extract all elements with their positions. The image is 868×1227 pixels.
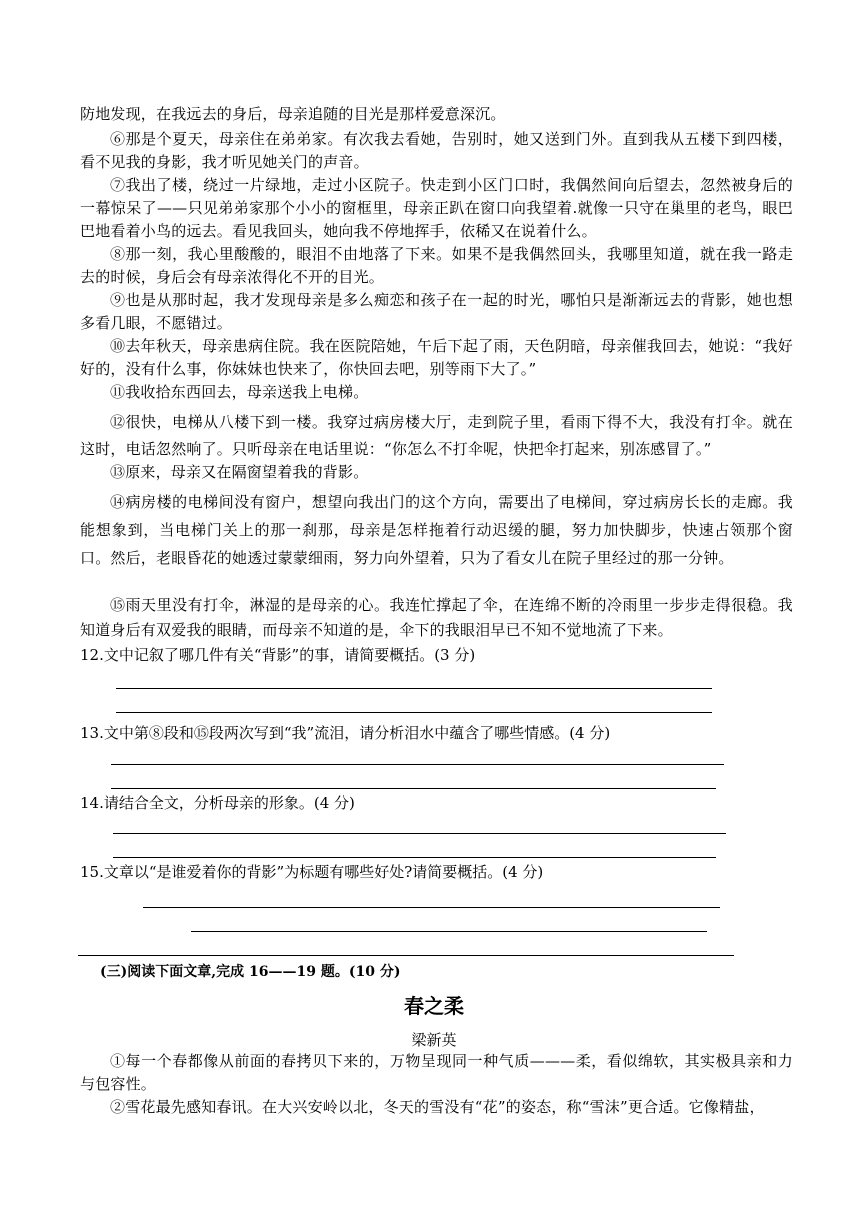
answer-line[interactable] <box>111 764 724 765</box>
article-paragraph-2: ②雪花最先感知春讯。在大兴安岭以北，冬天的雪没有“花”的姿态，称“雪沫”更合适。它像精盐， <box>110 1098 765 1116</box>
passage-paragraph-12: ⑫很快，电梯从八楼下到一楼。我穿过病房楼大厅，走到院子里，看雨下得不大，我没有打伞。就在这时，电话忽然响了。只听母亲在电话里说：“你怎么不打伞呢，快把伞打起来，别冻感冒了。” <box>80 413 793 458</box>
passage-paragraph-10: ⑩去年秋天，母亲患病住院。我在医院陪她，午后下起了雨，天色阴暗，母亲催我回去，她说：“我好好的，没有什么事，你妹妹也快来了，你快回去吧，别等雨下大了。” <box>80 337 793 378</box>
answer-line[interactable] <box>113 833 726 834</box>
article-author: 梁新英 <box>411 1031 457 1049</box>
article-title: 春之柔 <box>404 994 464 1018</box>
answer-line[interactable] <box>111 788 716 789</box>
answer-line[interactable] <box>143 907 720 908</box>
question-14: 14.请结合全文，分析母亲的形象。(4 分) <box>80 794 355 812</box>
section-3-heading: (三)阅读下面文章,完成 16——19 题。(10 分) <box>100 964 401 980</box>
section-divider <box>78 955 734 956</box>
answer-line[interactable] <box>116 712 712 713</box>
answer-line[interactable] <box>191 931 707 932</box>
answer-line[interactable] <box>113 857 716 858</box>
passage-paragraph-8: ⑧那一刻，我心里酸酸的，眼泪不由地落了下来。如果不是我偶然回头，我哪里知道，就在我一路走去的时候，身后会有母亲浓得化不开的目光。 <box>80 245 793 286</box>
question-13: 13.文中第⑧段和⑮段两次写到“我”流泪，请分析泪水中蕴含了哪些情感。(4 分) <box>80 724 611 742</box>
article-paragraph-1: ①每一个春都像从前面的春拷贝下来的，万物呈现同一种气质———柔，看似绵软，其实极具亲和力与包容性。 <box>80 1052 793 1093</box>
question-15: 15.文章以“是谁爱着你的背影”为标题有哪些好处?请简要概括。(4 分) <box>80 863 544 881</box>
passage-paragraph-13: ⑬原来，母亲又在隔窗望着我的背影。 <box>110 463 369 481</box>
passage-paragraph-6: ⑥那是个夏天，母亲住在弟弟家。有次我去看她，告别时，她又送到门外。直到我从五楼下到四楼，看不见我的身影，我才听见她关门的声音。 <box>80 130 793 171</box>
passage-paragraph-15: ⑮雨天里没有打伞，淋湿的是母亲的心。我连忙撑起了伞，在连绵不断的冷雨里一步步走得很稳。我知道身后有双爱我的眼睛，而母亲不知道的是，伞下的我眼泪早已不知不觉地流了下来。 <box>80 596 793 639</box>
question-12: 12.文中记叙了哪几件有关“背影”的事，请简要概括。(3 分) <box>80 646 476 664</box>
passage-paragraph-continued: 防地发现，在我远去的身后，母亲追随的目光是那样爱意深沉。 <box>80 105 506 123</box>
passage-paragraph-9: ⑨也是从那时起，我才发现母亲是多么痴恋和孩子在一起的时光，哪怕只是渐渐远去的背影，她也想多看几眼，不愿错过。 <box>80 291 793 332</box>
passage-paragraph-7: ⑦我出了楼，绕过一片绿地，走过小区院子。快走到小区门口时，我偶然间向后望去，忽然被身后的一幕惊呆了——只见弟弟家那个小小的窗框里，母亲正趴在窗口向我望着.就像一只守在巢里的老鸟，眼巴巴地看着小鸟的远去。看见我回头，她向我不停地挥手，依稀又在说着什么。 <box>80 176 793 240</box>
passage-paragraph-11: ⑪我收拾东西回去，母亲送我上电梯。 <box>110 383 369 401</box>
answer-line[interactable] <box>116 688 712 689</box>
passage-paragraph-14: ⑭病房楼的电梯间没有窗户，想望向我出门的这个方向，需要出了电梯间，穿过病房长长的走廊。我能想象到，当电梯门关上的那一刹那，母亲是怎样拖着行动迟缓的腿，努力加快脚步，快速占领那个窗口。然后，老眼昏花的她透过蒙蒙细雨，努力向外望着，只为了看女儿在院子里经过的那一分钟。 <box>80 493 793 567</box>
